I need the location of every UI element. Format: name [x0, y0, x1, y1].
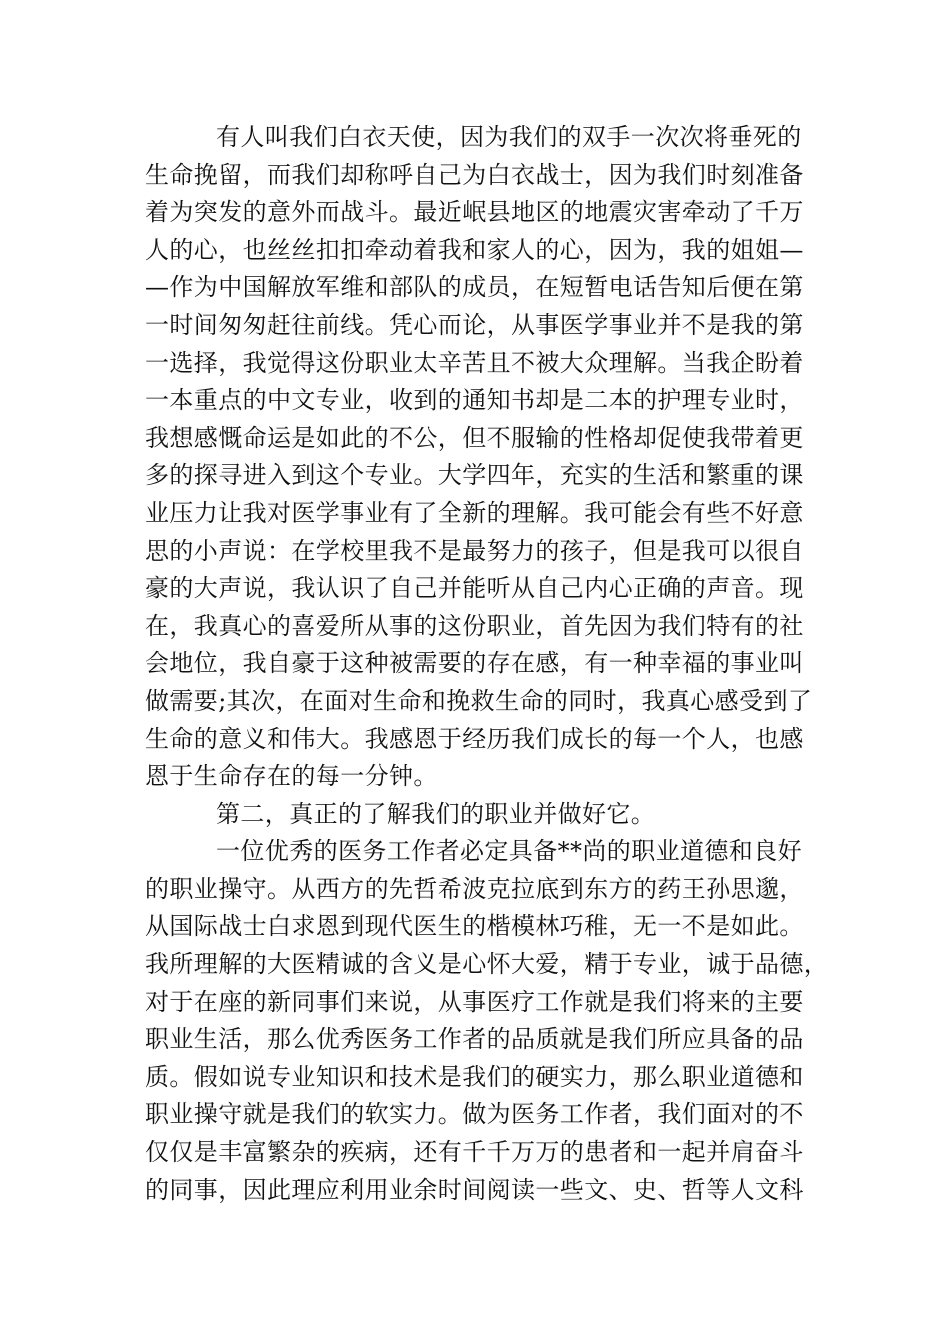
- paragraph-2-line-8: 职业操守就是我们的软实力。做为医务工作者，我们面对的不: [145, 1100, 804, 1129]
- paragraph-1-line-8: 一本重点的中文专业，收到的通知书却是二本的护理专业时，: [145, 386, 804, 415]
- paragraph-2-line-7: 质。假如说专业知识和技术是我们的硬实力，那么职业道德和: [145, 1062, 804, 1091]
- paragraph-1-line-11: 业压力让我对医学事业有了全新的理解。我可能会有些不好意: [145, 498, 804, 527]
- paragraph-1-line-17: 生命的意义和伟大。我感恩于经历我们成长的每一个人，也感: [145, 724, 804, 753]
- paragraph-1-line-13: 豪的大声说，我认识了自己并能听从自己内心正确的声音。现: [145, 574, 804, 603]
- paragraph-1-line-4: 人的心，也丝丝扣扣牵动着我和家人的心，因为，我的姐姐—: [145, 235, 804, 264]
- body-text: [145, 119, 829, 1209]
- paragraph-1-line-12: 思的小声说：在学校里我不是最努力的孩子，但是我可以很自: [145, 536, 804, 565]
- paragraph-2-line-5: 对于在座的新同事们来说，从事医疗工作就是我们将来的主要: [145, 987, 804, 1016]
- paragraph-1-line-7: 一选择，我觉得这份职业太辛苦且不被大众理解。当我企盼着: [145, 348, 804, 377]
- paragraph-1-line-18: 恩于生命存在的每一分钟。: [145, 762, 438, 791]
- paragraph-1-line-5: —作为中国解放军维和部队的成员，在短暂电话告知后便在第: [145, 273, 804, 302]
- paragraph-1-line-1: 有人叫我们白衣天使，因为我们的双手一次次将垂死的: [216, 123, 802, 151]
- paragraph-2-line-4: 我所理解的大医精诚的含义是心怀大爱，精于专业，诚于品德，: [145, 950, 829, 979]
- paragraph-1-line-3: 着为突发的意外而战斗。最近岷县地区的地震灾害牵动了千万: [145, 198, 804, 227]
- paragraph-1-line-2: 生命挽留，而我们却称呼自己为白衣战士，因为我们时刻准备: [145, 160, 804, 189]
- paragraph-2-line-10: 的同事，因此理应利用业余时间阅读一些文、史、哲等人文科: [145, 1175, 804, 1204]
- paragraph-1-line-6: 一时间匆匆赶往前线。凭心而论，从事医学事业并不是我的第: [145, 310, 804, 339]
- paragraph-1-line-9: 我想感慨命运是如此的不公，但不服输的性格却促使我带着更: [145, 423, 804, 452]
- paragraph-2-line-3: 从国际战士白求恩到现代医生的楷模林巧稚，无一不是如此。: [145, 912, 804, 941]
- paragraph-1-line-16: 做需要;其次，在面对生命和挽救生命的同时，我真心感受到了: [145, 686, 813, 715]
- paragraph-1-line-14: 在，我真心的喜爱所从事的这份职业，首先因为我们特有的社: [145, 611, 804, 640]
- section-heading: 第二，真正的了解我们的职业并做好它。: [216, 799, 656, 828]
- paragraph-2-line-6: 职业生活，那么优秀医务工作者的品质就是我们所应具备的品: [145, 1025, 804, 1054]
- paragraph-1-line-15: 会地位，我自豪于这种被需要的存在感，有一种幸福的事业叫: [145, 649, 804, 678]
- paragraph-2-line-9: 仅仅是丰富繁杂的疾病，还有千千万万的患者和一起并肩奋斗: [145, 1138, 804, 1167]
- paragraph-1-line-10: 多的探寻进入到这个专业。大学四年，充实的生活和繁重的课: [145, 461, 804, 490]
- paragraph-2-line-1: 一位优秀的医务工作者必定具备**尚的职业道德和良好: [216, 837, 802, 866]
- paragraph-2-line-2: 的职业操守。从西方的先哲希波克拉底到东方的药王孙思邈，: [145, 874, 804, 903]
